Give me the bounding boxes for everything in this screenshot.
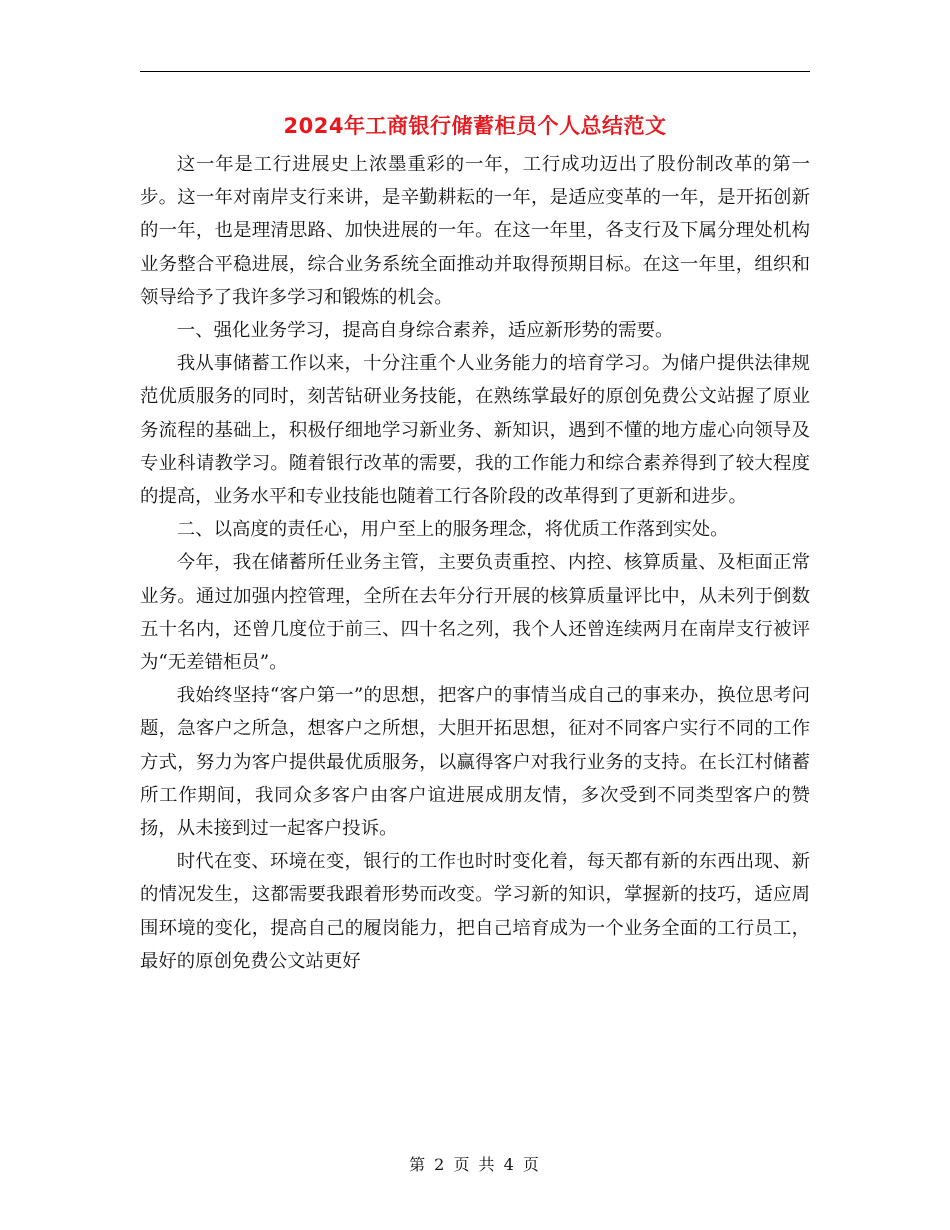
header-rule [140,71,810,72]
paragraph-section-2a: 今年，我在储蓄所任业务主管，主要负责重控、内控、核算质量、及柜面正常业务。通过加强内控管理，全所在去年分行开展的核算质量评比中，从未列于倒数五十名内，还曾几度位于前三、四十名之列，我个人还曾连续两月在南岸支行被评为“无差错柜员”。 [140,552,810,674]
document-title: 2024年工商银行储蓄柜员个人总结范文 [283,114,667,138]
paragraph-section-2b: 我始终坚持“客户第一”的思想，把客户的事情当成自己的事来办，换位思考问题，急客户之所急，想客户之所想，大胆开拓思想，征对不同客户实行不同的工作方式，努力为客户提供最优质服务，以赢得客户对我行业务的支持。在长江村储蓄所工作期间，我同众多客户由客户谊进展成朋友情，多次受到不同类型客户的赞扬，从未接到过一起客户投诉。 [140,685,810,840]
page-number: 第 2 页 共 4 页 [409,1155,541,1174]
paragraph-section-1: 我从事储蓄工作以来，十分注重个人业务能力的培育学习。为储户提供法律规范优质服务的同时，刻苦钻研业务技能，在熟练掌最好的原创免费公文站握了原业务流程的基础上，积极仔细地学习新业务、新知识，遇到不懂的地方虚心向领导及专业科请教学习。随着银行改革的需要，我的工作能力和综合素养得到了较大程度的提高，业务水平和专业技能也随着工行各阶段的改革得到了更新和进步。 [140,353,810,508]
paragraph-section-2c: 时代在变、环境在变，银行的工作也时时变化着，每天都有新的东西出现、新的情况发生，这都需要我跟着形势而改变。学习新的知识，掌握新的技巧，适应周围环境的变化，提高自己的履岗能力，把自己培育成为一个业务全面的工行员工，最好的原创免费公文站更好 [140,851,810,972]
section-heading-1: 一、强化业务学习，提高自身综合素养，适应新形势的需要。 [176,320,674,342]
document-body [140,148,810,978]
paragraph-intro: 这一年是工行进展史上浓墨重彩的一年，工行成功迈出了股份制改革的第一步。这一年对南岸支行来讲，是辛勤耕耘的一年，是适应变革的一年，是开拓创新的一年，也是理清思路、加快进展的一年。在这一年里，各支行及下属分理处机构业务整合平稳进展，综合业务系统全面推动并取得预期目标。在这一年里，组织和领导给予了我许多学习和锻炼的机会。 [140,154,810,308]
section-heading-2: 二、以高度的责任心，用户至上的服务理念，将优质工作落到实处。 [176,519,729,541]
